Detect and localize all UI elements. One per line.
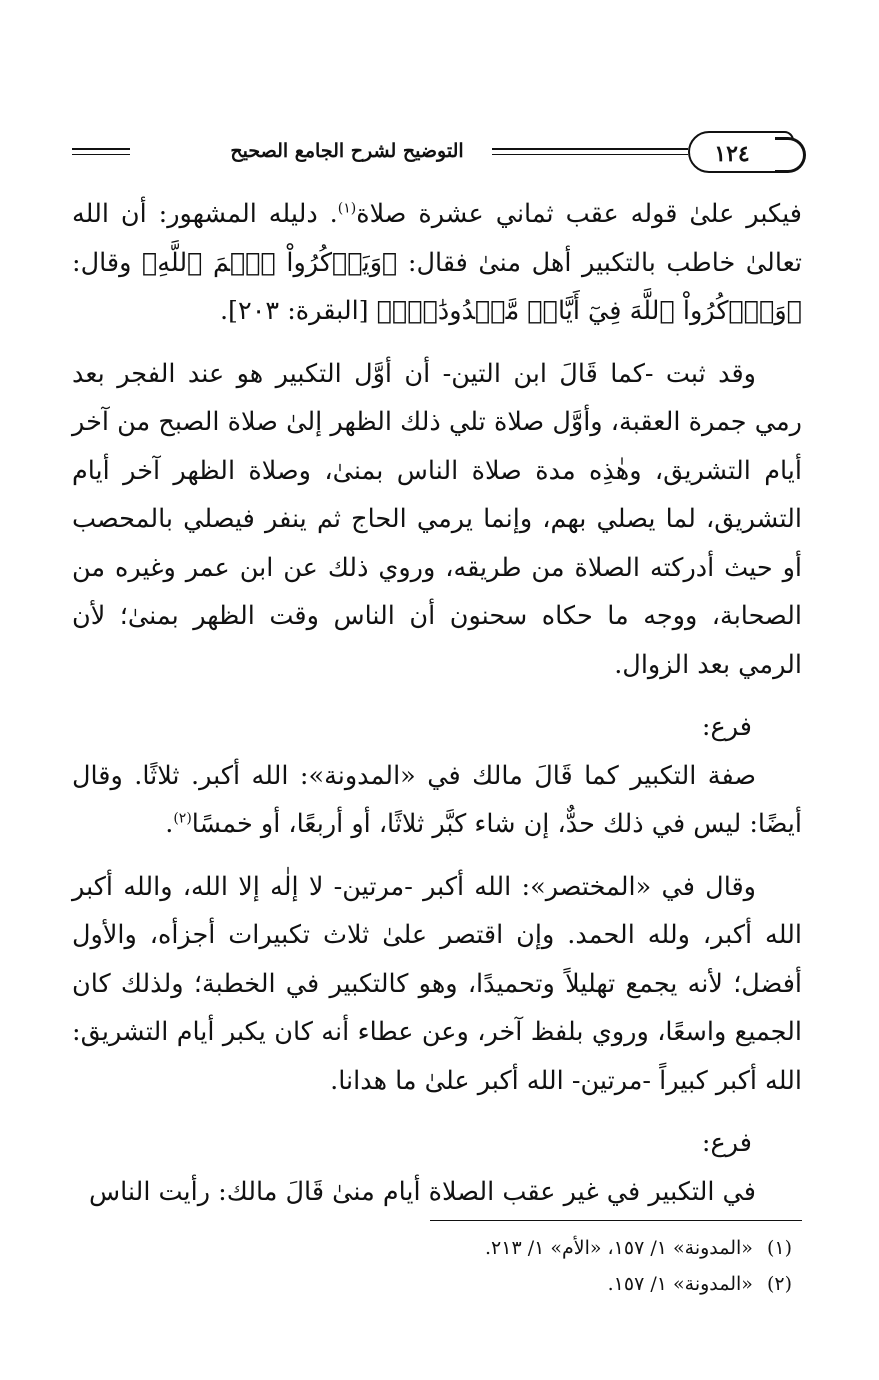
header-rule-left-top [72,148,130,150]
footnote-2-text: «المدونة» ١/ ١٥٧. [607,1273,753,1295]
footnote-separator [430,1220,802,1221]
section-heading-far-2: فرع: [701,1128,752,1158]
paragraph-3-end: . [165,809,174,839]
footnotes [72,1230,792,1302]
footnote-2-number: (٢) [766,1273,792,1295]
footnote-1 [72,1230,792,1266]
footnote-1-text: «المدونة» ١/ ١٥٧، «الأم» ١/ ٢١٣. [484,1237,753,1259]
paragraph-1-text-cont: . دليله المشهور: أن الله تعالىٰ خاطب بالتكبير أهل منىٰ فقال: ﴿وَيَذۡكُرُواْ ٱسۡمَ ٱللَّهِ﴾ وقال: ﴿وَٱذۡكُرُواْ ٱللَّهَ فِيٓ أَيَّامٖ مَّعۡدُودَٰتٖۚ﴾ [البقرة: ٢٠٣]. [72,199,802,326]
page-header [72,126,802,182]
header-rule-mid-bottom [492,154,688,155]
footnote-ref-2: (٢) [173,810,192,827]
main-text [72,190,802,1216]
page-number: ١٢٤ [714,141,750,167]
section-heading-far-1: فرع: [701,712,752,742]
paragraph-3 [72,752,802,849]
paragraph-2: وقد ثبت -كما قَالَ ابن التين- أن أوَّل التكبير هو عند الفجر بعد رمي جمرة العقبة، وأوَّل صلاة تلي ذلك الظهر إلىٰ صلاة الصبح من آخر أيام التشريق، وهٰذِه مدة صلاة الناس بمنىٰ، وصلاة الظهر آخر أيام التشريق، لما يصلي بهم، وإنما يرمي الحاج ثم ينفر فيصلي بالمحصب أو حيث أدركته الصلاة من طريقه، وروي ذلك عن ابن عمر وغيره من الصحابة، ووجه ما حكاه سحنون أن الناس وقت الظهر بمنىٰ؛ لأن الرمي بعد الزوال. [72,358,802,680]
footnote-2 [72,1266,792,1302]
header-rule-left-bottom [72,154,130,155]
paragraph-1-text: فيكبر علىٰ قوله عقب ثماني عشرة صلاة [356,199,802,229]
paragraph-1 [72,190,802,336]
paragraph-3-text: صفة التكبير كما قَالَ مالك في «المدونة»: الله أكبر. ثلاثًا. وقال أيضًا: ليس في ذلك حدٌّ، إن شاء كبَّر ثلاثًا، أو أربعًا، أو خمسًا [72,760,802,839]
paragraph-5: في التكبير في غير عقب الصلاة أيام منىٰ قَالَ مالك: رأيت الناس [88,1176,756,1207]
header-rule-mid-top [492,148,688,150]
running-title: التوضيح لشرح الجامع الصحيح [230,140,464,162]
paragraph-4: وقال في «المختصر»: الله أكبر -مرتين- لا إلٰه إلا الله، والله أكبر الله أكبر، ولله الحمد. وإن اقتصر علىٰ ثلاث تكبيرات أجزأه، والأول أفضل؛ لأنه يجمع تهليلاً وتحميدًا، وهو كالتكبير في الخطبة؛ ولذلك كان الجميع واسعًا، وروي بلفظ آخر، وعن عطاء أنه كان يكبر أيام التشريق: الله أكبر كبيراً -مرتين- الله أكبر علىٰ ما هدانا. [72,871,802,1096]
footnote-ref-1: (١) [337,200,357,217]
page-number-badge [688,131,794,173]
footnote-1-number: (١) [766,1237,792,1259]
